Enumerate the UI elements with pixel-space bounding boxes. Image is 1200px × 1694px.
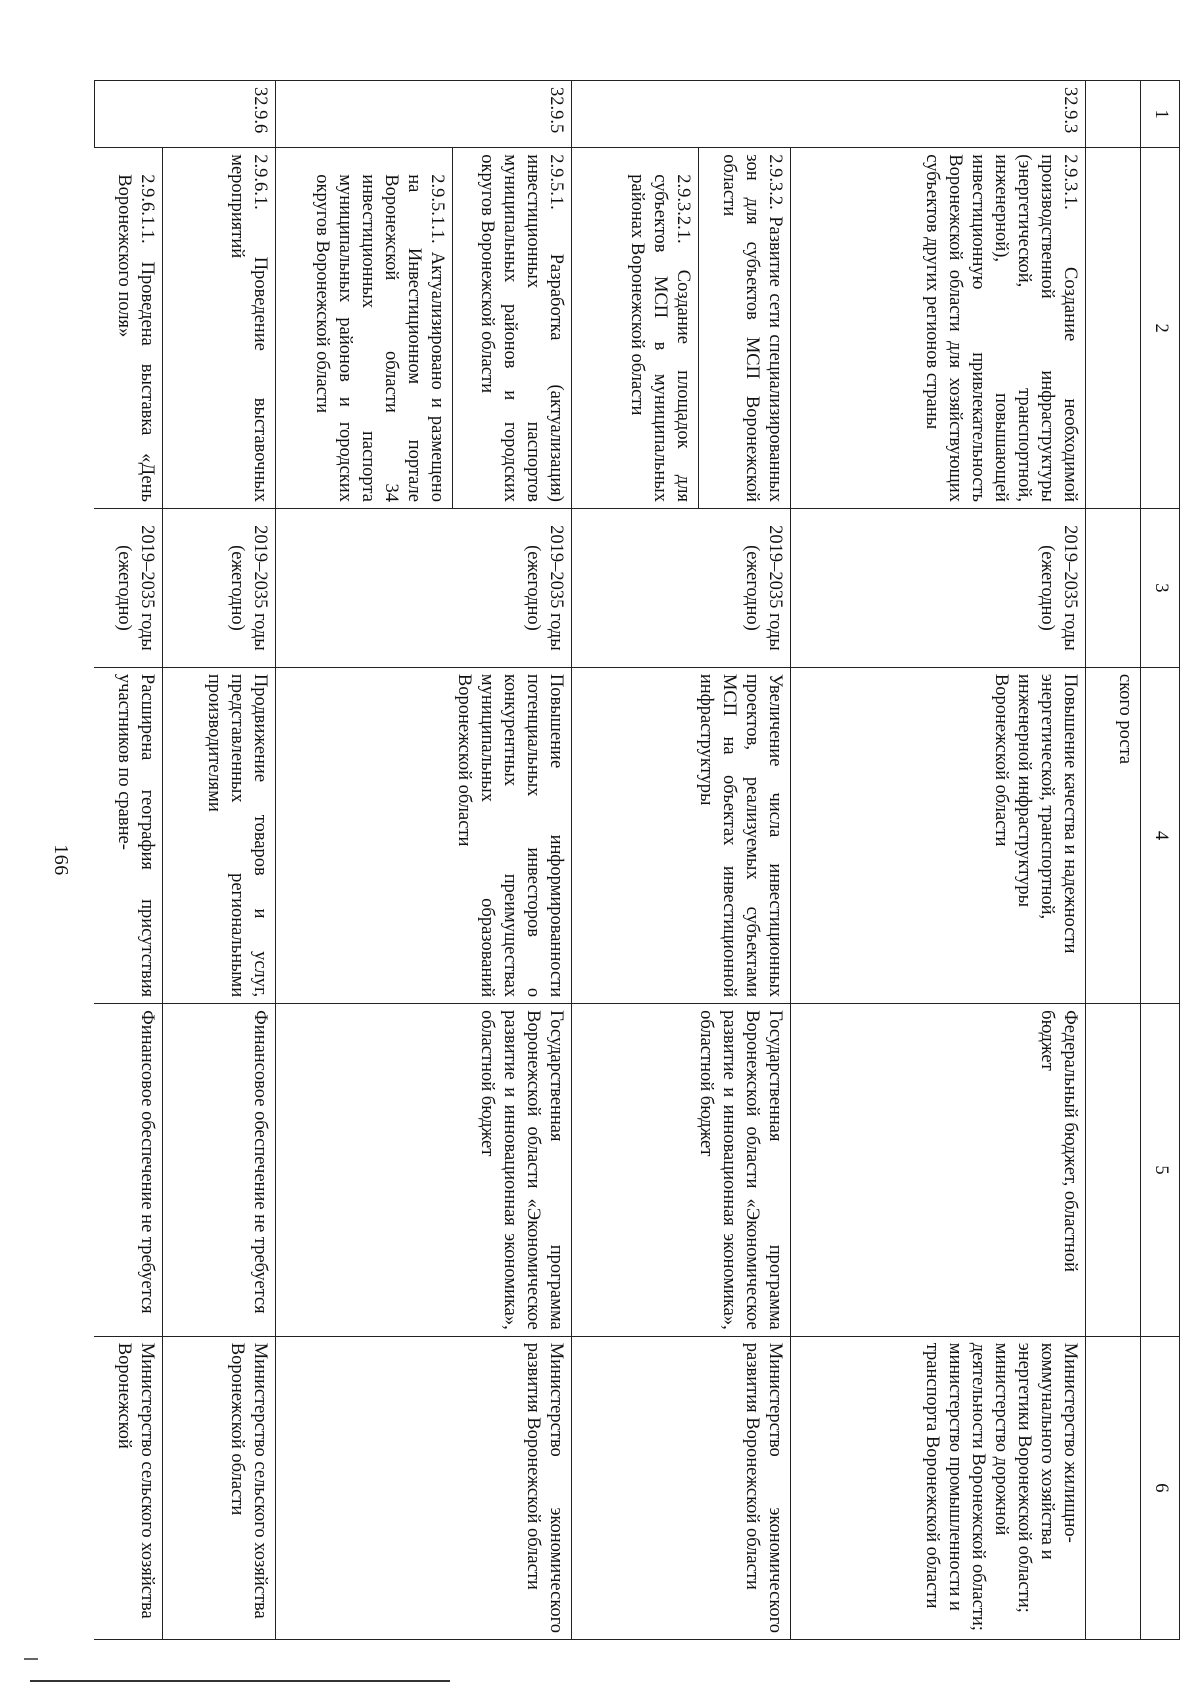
- row-number: 32.9.3: [572, 81, 1086, 148]
- action-plan-table: [94, 80, 1180, 1640]
- table-row: [699, 81, 791, 1640]
- sub-action-text: 2.9.6.1.1. Проведена выставка «День Воронежского поля»: [95, 148, 163, 509]
- scan-edge-mark: [24, 1658, 38, 1660]
- responsible-text: Министерство сельского хозяйства Воронежской области: [163, 1336, 276, 1639]
- funding-text: Государственная программа Воронежской области «Экономическое развитие и инновационная экономика», областной бюджет: [572, 1004, 791, 1337]
- funding-text: Государственная программа Воронежской области «Экономическое развитие и инновационная экономика», областной бюджет: [276, 1004, 572, 1337]
- table-cell: [1085, 1336, 1140, 1639]
- sub-action-text: 2.9.3.2.1. Создание площадок для субъектов МСП в муниципальных районах Воронежской области: [572, 148, 699, 509]
- responsible-text: Министерство жилищно-коммунального хозяйства и энергетики Воронежской области; министерство дорожной деятельности Воронежской области; министерство промышленности и транспорта Воронежской области: [791, 1336, 1086, 1639]
- page-number: 166: [50, 844, 72, 876]
- table-row: [163, 81, 276, 1640]
- row-number: 32.9.6: [95, 81, 276, 148]
- funding-text: Финансовое обеспечение не требуется: [163, 1004, 276, 1337]
- column-header: 1: [1141, 81, 1180, 148]
- column-number-row: [1141, 81, 1180, 1640]
- result-text: Повышение качества и надежности энергетической, транспортной, инженерной инфраструктуры Воронежской области: [791, 667, 1086, 1003]
- column-header: 2: [1141, 148, 1180, 509]
- period-text: 2019–2035 годы (ежегодно): [163, 508, 276, 667]
- period-text: 2019–2035 годы (ежегодно): [95, 508, 163, 667]
- rotated-landscape-page: [50, 80, 1180, 1640]
- result-text: Расширена география присутствия участников по сравне-: [95, 667, 163, 1003]
- action-text: 2.9.3.1. Создание необходимой производственной инфраструктуры (энергетической, транспортной, инженерной), повышающей инвестиционную привлекательность Воронежской области для хозяйствующих субъектов других регионов страны: [791, 148, 1086, 509]
- bottom-rule: [30, 1680, 450, 1682]
- action-text: 2.9.3.2. Развитие сети специализированных зон для субъектов МСП Воронежской области: [699, 148, 791, 509]
- continuation-row: [1085, 81, 1140, 1640]
- row-number: 32.9.5: [276, 81, 572, 148]
- column-header: 3: [1141, 508, 1180, 667]
- column-header: 4: [1141, 667, 1180, 1003]
- period-text: 2019–2035 годы (ежегодно): [572, 508, 791, 667]
- result-text: Увеличение числа инвестиционных проектов, реализуемых субъектами МСП на объектах инвестиционной инфраструктуры: [572, 667, 791, 1003]
- action-text: 2.9.5.1. Разработка (актуализация) инвестиционных паспортов муниципальных районов и городских округов Воронежской области: [453, 148, 572, 509]
- table-cell: [1085, 148, 1140, 509]
- column-header: 6: [1141, 1336, 1180, 1639]
- table-cell: [1085, 81, 1140, 148]
- action-text: 2.9.6.1. Проведение выставочных мероприятий: [163, 148, 276, 509]
- responsible-text: Министерство сельского хозяйства Воронежской: [95, 1336, 163, 1639]
- period-text: 2019–2035 годы (ежегодно): [276, 508, 572, 667]
- period-text: 2019–2035 годы (ежегодно): [791, 508, 1086, 667]
- table-cell: [1085, 508, 1140, 667]
- table-row: [453, 81, 572, 1640]
- responsible-text: Министерство экономического развития Воронежской области: [276, 1336, 572, 1639]
- table-row: [95, 81, 163, 1640]
- result-text: Продвижение товаров и услуг, представленных региональными производителями: [163, 667, 276, 1003]
- sub-action-text: 2.9.5.1.1. Актуализировано и размещено на Инвестиционном портале Воронежской области 34 инвестиционных паспорта муниципальных районов и городских округов Воронежской области: [276, 148, 453, 509]
- table-row: [791, 81, 1086, 1640]
- table-cell: [1085, 1004, 1140, 1337]
- funding-text: Финансовое обеспечение не требуется: [95, 1004, 163, 1337]
- funding-text: Федеральный бюджет, областной бюджет: [791, 1004, 1086, 1337]
- result-text: Повышение информированности потенциальных инвесторов о конкурентных преимуществах муниципальных образований Воронежской области: [276, 667, 572, 1003]
- responsible-text: Министерство экономического развития Воронежской области: [572, 1336, 791, 1639]
- column-header: 5: [1141, 1004, 1180, 1337]
- continuation-text: ского роста: [1085, 667, 1140, 1003]
